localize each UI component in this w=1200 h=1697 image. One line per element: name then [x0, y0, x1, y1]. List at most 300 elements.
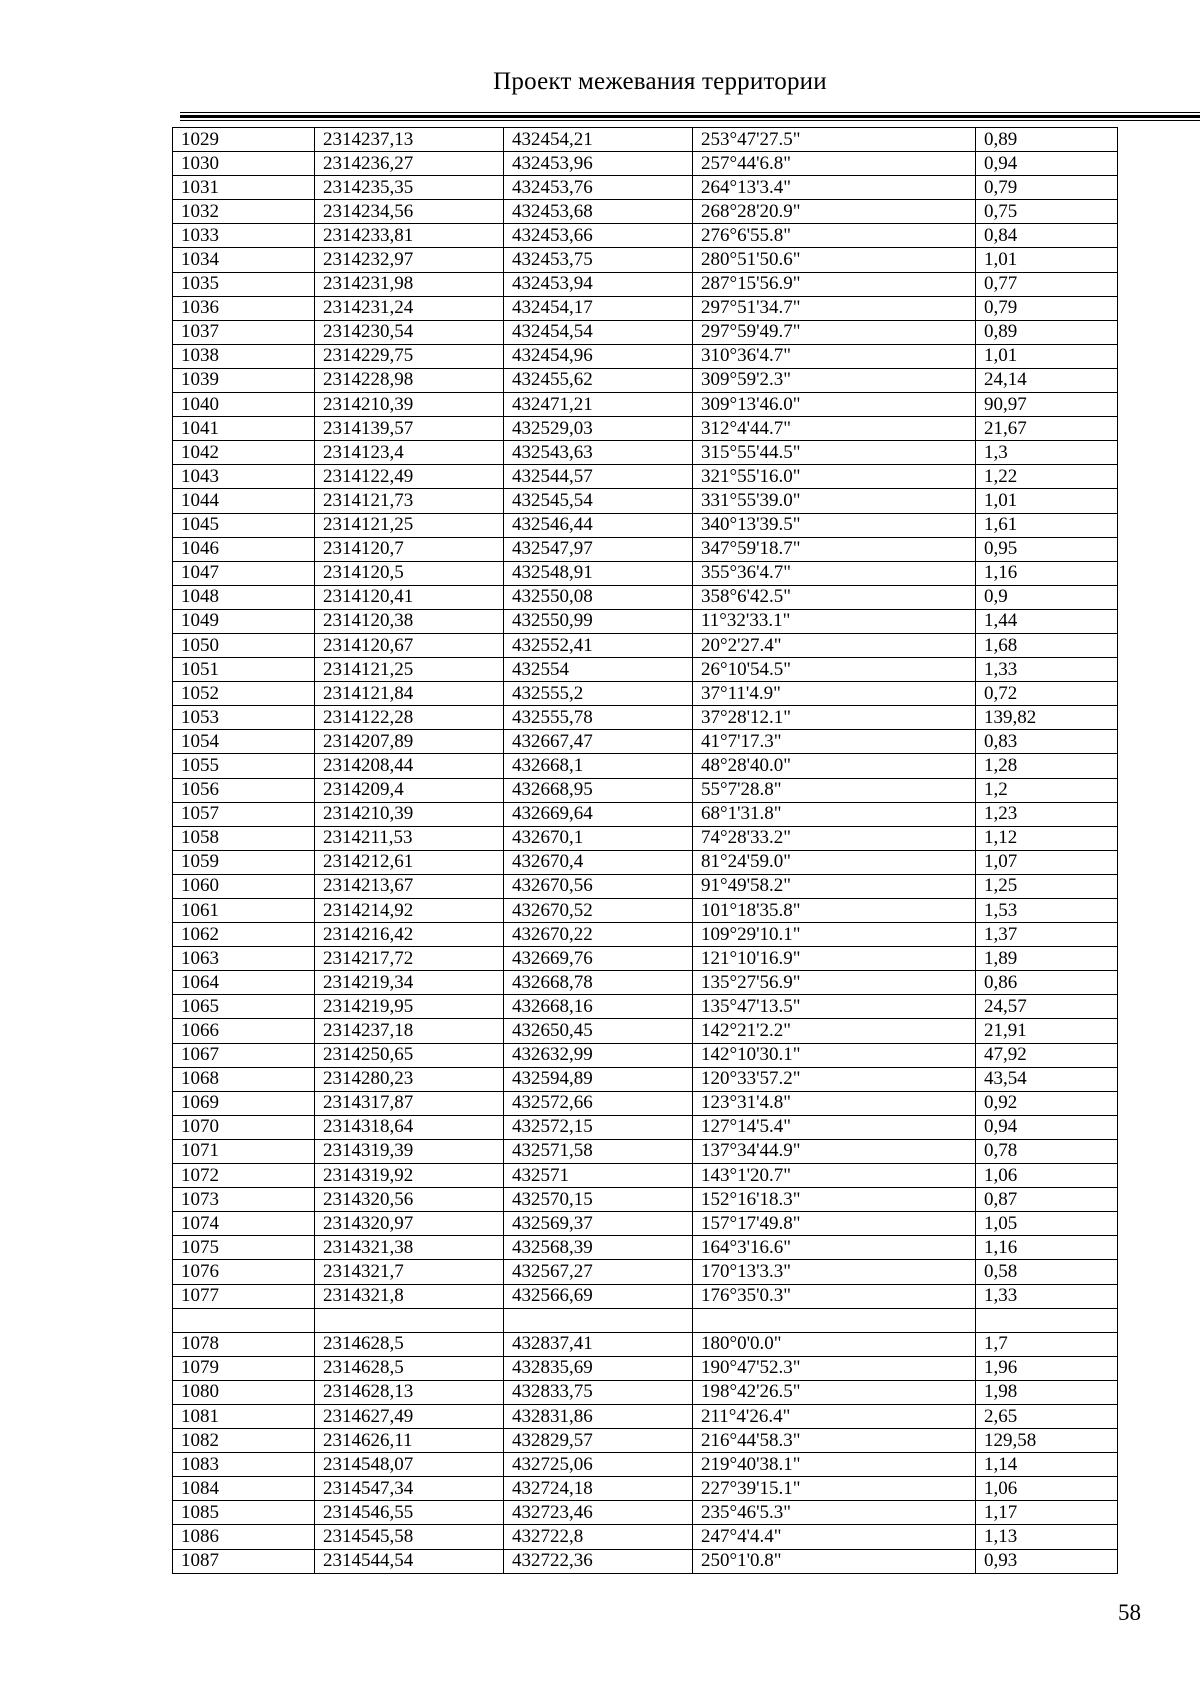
- point-number-cell: 1064: [173, 971, 315, 995]
- x-coordinate-cell: 2314214,92: [315, 899, 504, 923]
- y-coordinate-cell: 432669,64: [504, 802, 693, 826]
- y-coordinate-cell: 432667,47: [504, 730, 693, 754]
- table-row: [173, 296, 1118, 320]
- x-coordinate-cell: 2314210,39: [315, 802, 504, 826]
- distance-cell: 1,16: [976, 1236, 1118, 1260]
- x-coordinate-cell: 2314319,39: [315, 1139, 504, 1163]
- x-coordinate-cell: 2314120,5: [315, 561, 504, 585]
- point-number-cell: 1083: [173, 1453, 315, 1477]
- distance-cell: 1,37: [976, 923, 1118, 947]
- x-coordinate-cell: 2314320,56: [315, 1188, 504, 1212]
- direction-angle-cell: 55°7'28.8": [693, 778, 976, 802]
- x-coordinate-cell: 2314237,13: [315, 128, 504, 152]
- distance-cell: 2,65: [976, 1404, 1118, 1428]
- distance-cell: 1,61: [976, 513, 1118, 537]
- table-row: [173, 393, 1118, 417]
- distance-cell: 90,97: [976, 393, 1118, 417]
- distance-cell: 1,33: [976, 658, 1118, 682]
- point-number-cell: 1060: [173, 874, 315, 898]
- x-coordinate-cell: 2314317,87: [315, 1091, 504, 1115]
- distance-cell: 1,96: [976, 1356, 1118, 1380]
- direction-angle-cell: 190°47'52.3": [693, 1356, 976, 1380]
- point-number-cell: 1063: [173, 947, 315, 971]
- point-number-cell: 1042: [173, 441, 315, 465]
- x-coordinate-cell: 2314236,27: [315, 152, 504, 176]
- table-row: [173, 417, 1118, 441]
- direction-angle-cell: 312°4'44.7": [693, 417, 976, 441]
- x-coordinate-cell: 2314211,53: [315, 826, 504, 850]
- table-row: [173, 706, 1118, 730]
- y-coordinate-cell: 432670,52: [504, 899, 693, 923]
- point-number-cell: 1036: [173, 296, 315, 320]
- direction-angle-cell: 135°27'56.9": [693, 971, 976, 995]
- table-row: [173, 441, 1118, 465]
- y-coordinate-cell: 432555,2: [504, 682, 693, 706]
- x-coordinate-cell: 2314237,18: [315, 1019, 504, 1043]
- point-number-cell: 1043: [173, 465, 315, 489]
- table-row: [173, 609, 1118, 633]
- x-coordinate-cell: 2314123,4: [315, 441, 504, 465]
- direction-angle-cell: 180°0'0.0": [693, 1332, 976, 1356]
- y-coordinate-cell: 432594,89: [504, 1067, 693, 1091]
- header-rule-thin-bottom: [180, 120, 1200, 121]
- x-coordinate-cell: 2314628,5: [315, 1356, 504, 1380]
- distance-cell: 0,89: [976, 320, 1118, 344]
- table-row: [173, 1164, 1118, 1188]
- y-coordinate-cell: 432554: [504, 658, 693, 682]
- x-coordinate-cell: 2314208,44: [315, 754, 504, 778]
- distance-cell: 1,01: [976, 248, 1118, 272]
- table-row: [173, 1453, 1118, 1477]
- direction-angle-cell: 257°44'6.8": [693, 152, 976, 176]
- direction-angle-cell: 135°47'13.5": [693, 995, 976, 1019]
- point-number-cell: 1084: [173, 1477, 315, 1501]
- distance-cell: 43,54: [976, 1067, 1118, 1091]
- y-coordinate-cell: 432835,69: [504, 1356, 693, 1380]
- distance-cell: 0,94: [976, 152, 1118, 176]
- table-row: [173, 971, 1118, 995]
- y-coordinate-cell: 432567,27: [504, 1260, 693, 1284]
- table-row: [173, 1356, 1118, 1380]
- distance-cell: [976, 1308, 1118, 1332]
- y-coordinate-cell: 432670,1: [504, 826, 693, 850]
- table-row: [173, 874, 1118, 898]
- distance-cell: 1,2: [976, 778, 1118, 802]
- direction-angle-cell: 310°36'4.7": [693, 344, 976, 368]
- table-row: [173, 899, 1118, 923]
- x-coordinate-cell: 2314280,23: [315, 1067, 504, 1091]
- direction-angle-cell: 216°44'58.3": [693, 1429, 976, 1453]
- distance-cell: 1,25: [976, 874, 1118, 898]
- table-row: [173, 778, 1118, 802]
- table-row: [173, 1139, 1118, 1163]
- direction-angle-cell: 152°16'18.3": [693, 1188, 976, 1212]
- y-coordinate-cell: 432453,75: [504, 248, 693, 272]
- y-coordinate-cell: 432632,99: [504, 1043, 693, 1067]
- direction-angle-cell: 227°39'15.1": [693, 1477, 976, 1501]
- direction-angle-cell: 74°28'33.2": [693, 826, 976, 850]
- distance-cell: 1,23: [976, 802, 1118, 826]
- x-coordinate-cell: 2314217,72: [315, 947, 504, 971]
- x-coordinate-cell: 2314250,65: [315, 1043, 504, 1067]
- page-number: 58: [1118, 1600, 1141, 1625]
- point-number-cell: 1068: [173, 1067, 315, 1091]
- header-rule-thin-top: [180, 112, 1200, 113]
- direction-angle-cell: 20°2'27.4": [693, 633, 976, 657]
- point-number-cell: 1076: [173, 1260, 315, 1284]
- x-coordinate-cell: 2314122,28: [315, 706, 504, 730]
- direction-angle-cell: [693, 1308, 976, 1332]
- point-number-cell: 1065: [173, 995, 315, 1019]
- distance-cell: 0,89: [976, 128, 1118, 152]
- distance-cell: 1,22: [976, 465, 1118, 489]
- table-row: [173, 272, 1118, 296]
- table-row: [173, 368, 1118, 392]
- table-row: [173, 224, 1118, 248]
- table-row: [173, 1260, 1118, 1284]
- x-coordinate-cell: [315, 1308, 504, 1332]
- point-number-cell: 1067: [173, 1043, 315, 1067]
- direction-angle-cell: 297°59'49.7": [693, 320, 976, 344]
- direction-angle-cell: 276°6'55.8": [693, 224, 976, 248]
- table-row: [173, 176, 1118, 200]
- x-coordinate-cell: 2314318,64: [315, 1115, 504, 1139]
- y-coordinate-cell: 432724,18: [504, 1477, 693, 1501]
- y-coordinate-cell: 432669,76: [504, 947, 693, 971]
- x-coordinate-cell: 2314230,54: [315, 320, 504, 344]
- x-coordinate-cell: 2314231,24: [315, 296, 504, 320]
- header-rule-thick: [180, 115, 1200, 118]
- y-coordinate-cell: 432650,45: [504, 1019, 693, 1043]
- y-coordinate-cell: 432453,68: [504, 200, 693, 224]
- point-number-cell: 1070: [173, 1115, 315, 1139]
- x-coordinate-cell: 2314626,11: [315, 1429, 504, 1453]
- distance-cell: 0,79: [976, 176, 1118, 200]
- table-row: [173, 1549, 1118, 1573]
- distance-cell: 1,28: [976, 754, 1118, 778]
- y-coordinate-cell: 432572,66: [504, 1091, 693, 1115]
- y-coordinate-cell: 432831,86: [504, 1404, 693, 1428]
- table-row: [173, 1525, 1118, 1549]
- x-coordinate-cell: 2314547,34: [315, 1477, 504, 1501]
- x-coordinate-cell: 2314216,42: [315, 923, 504, 947]
- point-number-cell: 1058: [173, 826, 315, 850]
- coordinates-table-body: [173, 128, 1118, 1574]
- x-coordinate-cell: 2314321,38: [315, 1236, 504, 1260]
- y-coordinate-cell: 432722,36: [504, 1549, 693, 1573]
- direction-angle-cell: 137°34'44.9": [693, 1139, 976, 1163]
- point-number-cell: 1034: [173, 248, 315, 272]
- y-coordinate-cell: 432544,57: [504, 465, 693, 489]
- x-coordinate-cell: 2314319,92: [315, 1164, 504, 1188]
- point-number-cell: 1045: [173, 513, 315, 537]
- y-coordinate-cell: 432471,21: [504, 393, 693, 417]
- x-coordinate-cell: 2314628,13: [315, 1380, 504, 1404]
- table-row: [173, 1284, 1118, 1308]
- point-number-cell: 1075: [173, 1236, 315, 1260]
- direction-angle-cell: 68°1'31.8": [693, 802, 976, 826]
- y-coordinate-cell: 432725,06: [504, 1453, 693, 1477]
- direction-angle-cell: 81°24'59.0": [693, 850, 976, 874]
- direction-angle-cell: 101°18'35.8": [693, 899, 976, 923]
- point-number-cell: 1037: [173, 320, 315, 344]
- direction-angle-cell: 340°13'39.5": [693, 513, 976, 537]
- point-number-cell: 1052: [173, 682, 315, 706]
- point-number-cell: 1074: [173, 1212, 315, 1236]
- point-number-cell: 1044: [173, 489, 315, 513]
- direction-angle-cell: 347°59'18.7": [693, 537, 976, 561]
- x-coordinate-cell: 2314229,75: [315, 344, 504, 368]
- distance-cell: 0,9: [976, 585, 1118, 609]
- y-coordinate-cell: 432552,41: [504, 633, 693, 657]
- distance-cell: 1,06: [976, 1164, 1118, 1188]
- table-row: [173, 1188, 1118, 1212]
- direction-angle-cell: 287°15'56.9": [693, 272, 976, 296]
- table-row: [173, 1091, 1118, 1115]
- x-coordinate-cell: 2314235,35: [315, 176, 504, 200]
- y-coordinate-cell: 432546,44: [504, 513, 693, 537]
- distance-cell: 139,82: [976, 706, 1118, 730]
- distance-cell: 1,44: [976, 609, 1118, 633]
- table-row: [173, 1404, 1118, 1428]
- y-coordinate-cell: 432570,15: [504, 1188, 693, 1212]
- direction-angle-cell: 176°35'0.3": [693, 1284, 976, 1308]
- point-number-cell: 1069: [173, 1091, 315, 1115]
- distance-cell: 24,14: [976, 368, 1118, 392]
- x-coordinate-cell: 2314120,67: [315, 633, 504, 657]
- point-number-cell: 1055: [173, 754, 315, 778]
- distance-cell: 0,79: [976, 296, 1118, 320]
- distance-cell: 0,72: [976, 682, 1118, 706]
- table-row: [173, 1501, 1118, 1525]
- point-number-cell: 1078: [173, 1332, 315, 1356]
- x-coordinate-cell: 2314207,89: [315, 730, 504, 754]
- point-number-cell: 1030: [173, 152, 315, 176]
- direction-angle-cell: 127°14'5.4": [693, 1115, 976, 1139]
- distance-cell: 0,87: [976, 1188, 1118, 1212]
- table-row: [173, 633, 1118, 657]
- direction-angle-cell: 37°11'4.9": [693, 682, 976, 706]
- y-coordinate-cell: 432453,94: [504, 272, 693, 296]
- direction-angle-cell: 355°36'4.7": [693, 561, 976, 585]
- y-coordinate-cell: 432670,56: [504, 874, 693, 898]
- x-coordinate-cell: 2314232,97: [315, 248, 504, 272]
- distance-cell: 1,89: [976, 947, 1118, 971]
- y-coordinate-cell: 432543,63: [504, 441, 693, 465]
- y-coordinate-cell: 432453,76: [504, 176, 693, 200]
- direction-angle-cell: 268°28'20.9": [693, 200, 976, 224]
- distance-cell: 0,95: [976, 537, 1118, 561]
- y-coordinate-cell: 432454,54: [504, 320, 693, 344]
- y-coordinate-cell: 432454,21: [504, 128, 693, 152]
- point-number-cell: 1038: [173, 344, 315, 368]
- table-row: [173, 1115, 1118, 1139]
- distance-cell: 0,84: [976, 224, 1118, 248]
- table-row: [173, 995, 1118, 1019]
- table-row: [173, 1019, 1118, 1043]
- point-number-cell: 1062: [173, 923, 315, 947]
- distance-cell: 129,58: [976, 1429, 1118, 1453]
- table-row: [173, 1212, 1118, 1236]
- distance-cell: 1,33: [976, 1284, 1118, 1308]
- distance-cell: 24,57: [976, 995, 1118, 1019]
- distance-cell: 0,86: [976, 971, 1118, 995]
- distance-cell: 1,06: [976, 1477, 1118, 1501]
- point-number-cell: 1087: [173, 1549, 315, 1573]
- y-coordinate-cell: 432568,39: [504, 1236, 693, 1260]
- y-coordinate-cell: 432545,54: [504, 489, 693, 513]
- direction-angle-cell: 109°29'10.1": [693, 923, 976, 947]
- distance-cell: 1,05: [976, 1212, 1118, 1236]
- point-number-cell: 1056: [173, 778, 315, 802]
- point-number-cell: 1059: [173, 850, 315, 874]
- y-coordinate-cell: 432453,66: [504, 224, 693, 248]
- table-row: [173, 489, 1118, 513]
- y-coordinate-cell: 432668,95: [504, 778, 693, 802]
- table-row: [173, 947, 1118, 971]
- direction-angle-cell: 91°49'58.2": [693, 874, 976, 898]
- y-coordinate-cell: 432572,15: [504, 1115, 693, 1139]
- x-coordinate-cell: 2314121,73: [315, 489, 504, 513]
- distance-cell: 1,68: [976, 633, 1118, 657]
- y-coordinate-cell: 432668,1: [504, 754, 693, 778]
- x-coordinate-cell: 2314219,95: [315, 995, 504, 1019]
- distance-cell: 0,93: [976, 1549, 1118, 1573]
- distance-cell: 21,91: [976, 1019, 1118, 1043]
- x-coordinate-cell: 2314321,8: [315, 1284, 504, 1308]
- x-coordinate-cell: 2314139,57: [315, 417, 504, 441]
- direction-angle-cell: 253°47'27.5": [693, 128, 976, 152]
- direction-angle-cell: 142°10'30.1": [693, 1043, 976, 1067]
- x-coordinate-cell: 2314210,39: [315, 393, 504, 417]
- x-coordinate-cell: 2314122,49: [315, 465, 504, 489]
- y-coordinate-cell: 432550,08: [504, 585, 693, 609]
- table-row: [173, 152, 1118, 176]
- y-coordinate-cell: 432529,03: [504, 417, 693, 441]
- x-coordinate-cell: 2314544,54: [315, 1549, 504, 1573]
- table-row: [173, 585, 1118, 609]
- distance-cell: 1,14: [976, 1453, 1118, 1477]
- y-coordinate-cell: 432548,91: [504, 561, 693, 585]
- direction-angle-cell: 142°21'2.2": [693, 1019, 976, 1043]
- distance-cell: 1,98: [976, 1380, 1118, 1404]
- table-row: [173, 344, 1118, 368]
- point-number-cell: 1081: [173, 1404, 315, 1428]
- distance-cell: 0,92: [976, 1091, 1118, 1115]
- table-row: [173, 1429, 1118, 1453]
- point-number-cell: 1061: [173, 899, 315, 923]
- distance-cell: 1,17: [976, 1501, 1118, 1525]
- distance-cell: 1,16: [976, 561, 1118, 585]
- table-row: [173, 513, 1118, 537]
- table-row: [173, 320, 1118, 344]
- distance-cell: 0,94: [976, 1115, 1118, 1139]
- y-coordinate-cell: 432723,46: [504, 1501, 693, 1525]
- table-row: [173, 682, 1118, 706]
- direction-angle-cell: 164°3'16.6": [693, 1236, 976, 1260]
- x-coordinate-cell: 2314121,84: [315, 682, 504, 706]
- x-coordinate-cell: 2314121,25: [315, 658, 504, 682]
- x-coordinate-cell: 2314121,25: [315, 513, 504, 537]
- point-number-cell: [173, 1308, 315, 1332]
- coordinates-table: [172, 127, 1118, 1574]
- y-coordinate-cell: 432455,62: [504, 368, 693, 392]
- x-coordinate-cell: 2314234,56: [315, 200, 504, 224]
- table-row: [173, 826, 1118, 850]
- x-coordinate-cell: 2314120,41: [315, 585, 504, 609]
- y-coordinate-cell: [504, 1308, 693, 1332]
- y-coordinate-cell: 432566,69: [504, 1284, 693, 1308]
- distance-cell: 21,67: [976, 417, 1118, 441]
- point-number-cell: 1051: [173, 658, 315, 682]
- direction-angle-cell: 309°13'46.0": [693, 393, 976, 417]
- direction-angle-cell: 280°51'50.6": [693, 248, 976, 272]
- point-number-cell: 1072: [173, 1164, 315, 1188]
- table-row: [173, 1380, 1118, 1404]
- distance-cell: 1,3: [976, 441, 1118, 465]
- direction-angle-cell: 235°46'5.3": [693, 1501, 976, 1525]
- x-coordinate-cell: 2314120,7: [315, 537, 504, 561]
- x-coordinate-cell: 2314212,61: [315, 850, 504, 874]
- point-number-cell: 1039: [173, 368, 315, 392]
- direction-angle-cell: 297°51'34.7": [693, 296, 976, 320]
- direction-angle-cell: 250°1'0.8": [693, 1549, 976, 1573]
- point-number-cell: 1066: [173, 1019, 315, 1043]
- point-number-cell: 1054: [173, 730, 315, 754]
- direction-angle-cell: 120°33'57.2": [693, 1067, 976, 1091]
- direction-angle-cell: 331°55'39.0": [693, 489, 976, 513]
- distance-cell: 1,53: [976, 899, 1118, 923]
- point-number-cell: 1077: [173, 1284, 315, 1308]
- x-coordinate-cell: 2314219,34: [315, 971, 504, 995]
- x-coordinate-cell: 2314548,07: [315, 1453, 504, 1477]
- y-coordinate-cell: 432722,8: [504, 1525, 693, 1549]
- y-coordinate-cell: 432571,58: [504, 1139, 693, 1163]
- x-coordinate-cell: 2314320,97: [315, 1212, 504, 1236]
- distance-cell: 1,12: [976, 826, 1118, 850]
- point-number-cell: 1041: [173, 417, 315, 441]
- direction-angle-cell: 309°59'2.3": [693, 368, 976, 392]
- distance-cell: 0,83: [976, 730, 1118, 754]
- direction-angle-cell: 143°1'20.7": [693, 1164, 976, 1188]
- y-coordinate-cell: 432571: [504, 1164, 693, 1188]
- distance-cell: 1,01: [976, 489, 1118, 513]
- y-coordinate-cell: 432550,99: [504, 609, 693, 633]
- distance-cell: 0,58: [976, 1260, 1118, 1284]
- point-number-cell: 1049: [173, 609, 315, 633]
- point-number-cell: 1053: [173, 706, 315, 730]
- point-number-cell: 1040: [173, 393, 315, 417]
- point-number-cell: 1082: [173, 1429, 315, 1453]
- distance-cell: 1,01: [976, 344, 1118, 368]
- point-number-cell: 1033: [173, 224, 315, 248]
- direction-angle-cell: 264°13'3.4": [693, 176, 976, 200]
- table-row: [173, 658, 1118, 682]
- table-row: [173, 1308, 1118, 1332]
- table-row: [173, 1332, 1118, 1356]
- y-coordinate-cell: 432829,57: [504, 1429, 693, 1453]
- y-coordinate-cell: 432569,37: [504, 1212, 693, 1236]
- direction-angle-cell: 48°28'40.0": [693, 754, 976, 778]
- table-row: [173, 248, 1118, 272]
- point-number-cell: 1046: [173, 537, 315, 561]
- point-number-cell: 1080: [173, 1380, 315, 1404]
- table-row: [173, 561, 1118, 585]
- table-row: [173, 1067, 1118, 1091]
- direction-angle-cell: 170°13'3.3": [693, 1260, 976, 1284]
- point-number-cell: 1057: [173, 802, 315, 826]
- distance-cell: 1,07: [976, 850, 1118, 874]
